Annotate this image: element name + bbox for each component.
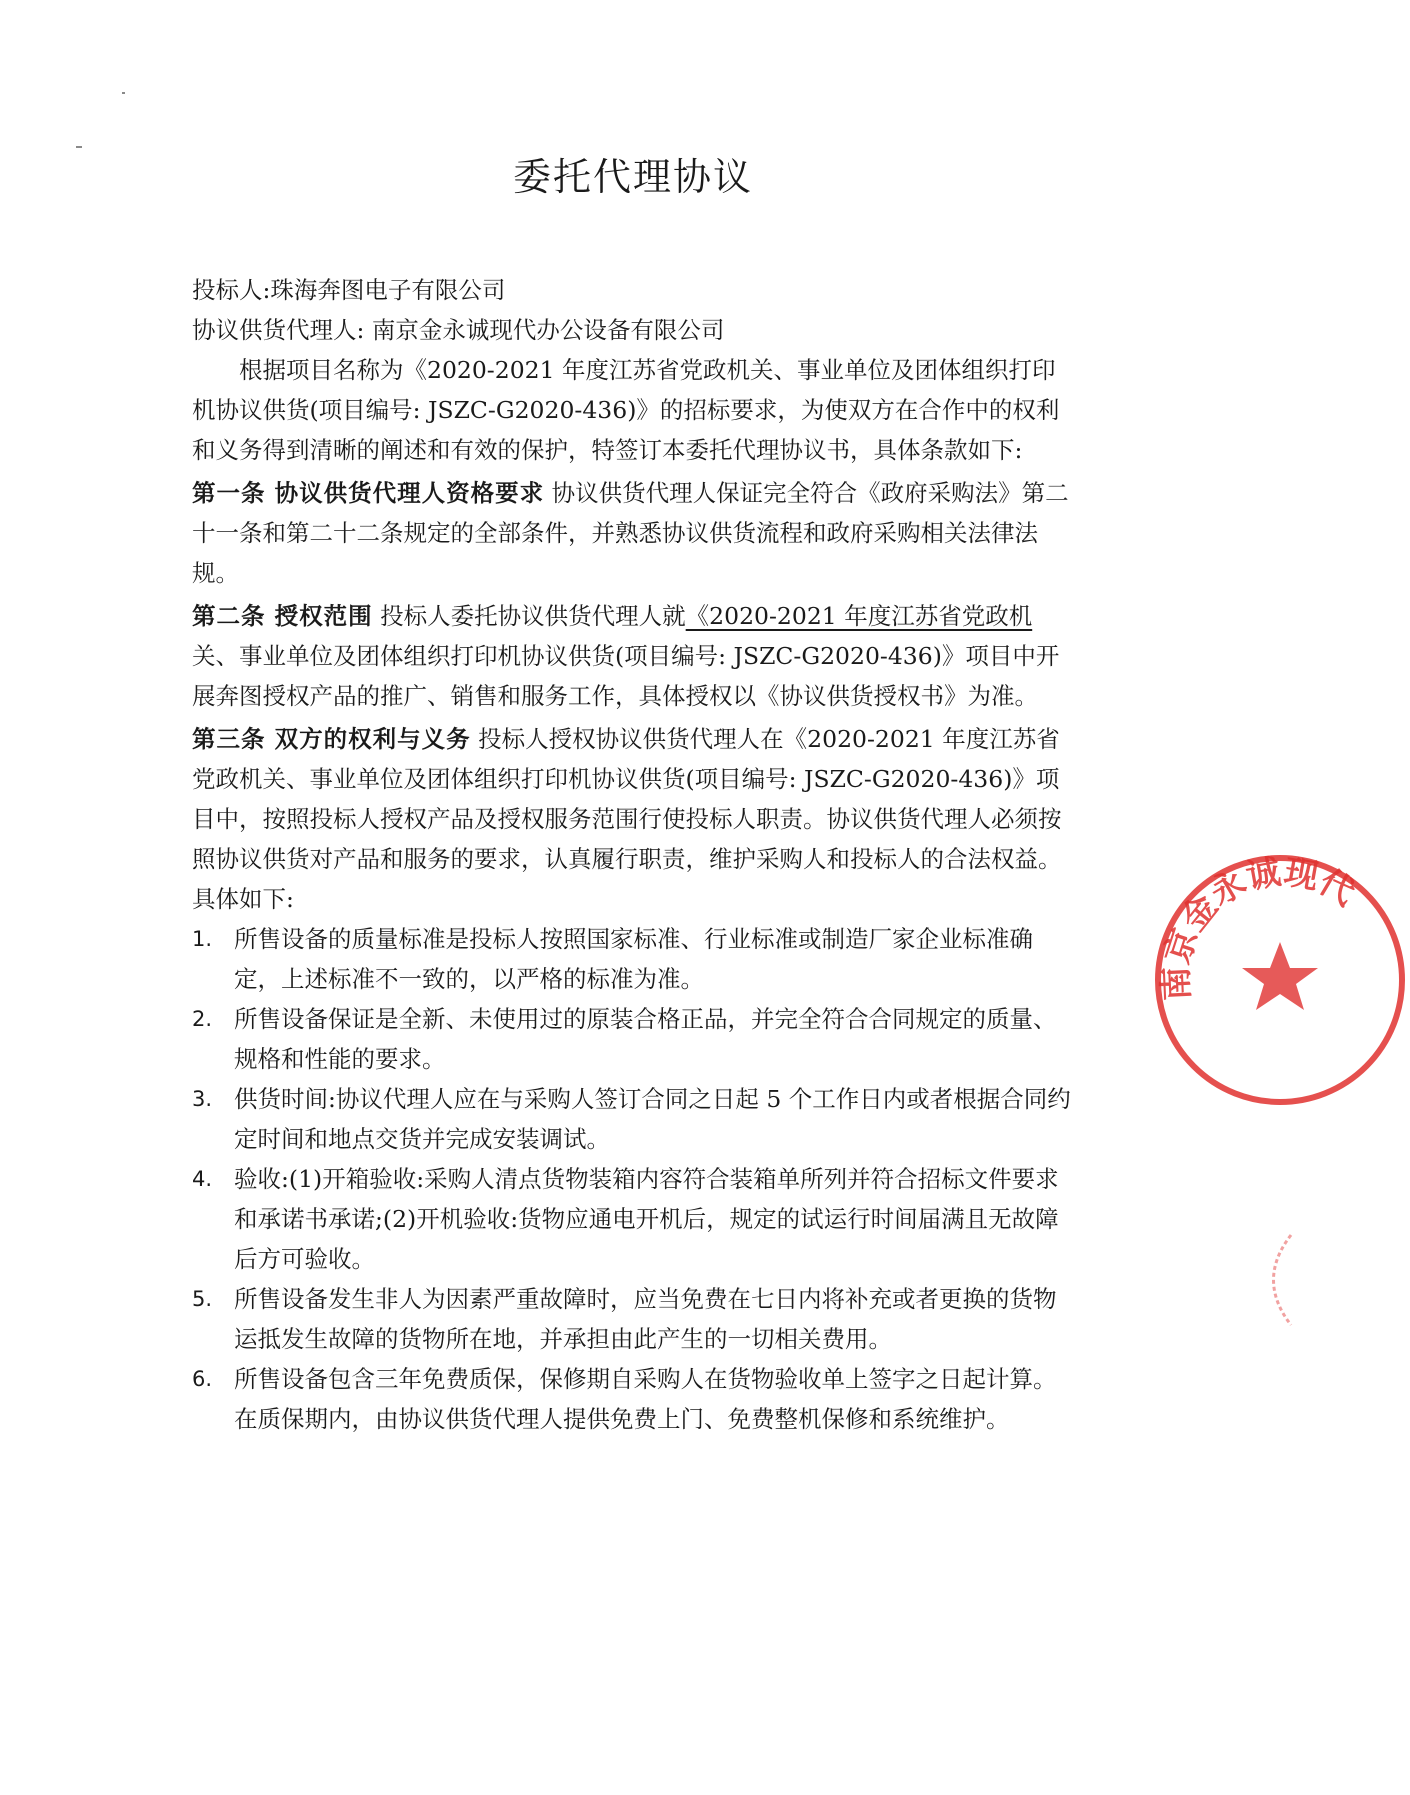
item-text: 供货时间:协议代理人应在与采购人签订合同之日起 5 个工作日内或者根据合同约定时间和地点交货并完成安装调试。 [234, 1085, 1071, 1153]
article-1-text: 协议供货代理人保证完全符合《政府采购法》第二十一条和第二十二条规定的全部条件，并熟悉协议供货流程和政府采购相关法律法规。 [192, 479, 1069, 587]
article-3 [192, 719, 1076, 919]
intro-paragraph: 根据项目名称为《2020-2021 年度江苏省党政机关、事业单位及团体组织打印机协议供货(项目编号: JSZC-G2020-436)》的招标要求，为使双方在合作中的权利和义务得到清晰的阐述和有效的保护，特签订本委托代理协议书，具体条款如下: [192, 356, 1060, 464]
article-3-text: 投标人授权协议供货代理人在《2020-2021 年度江苏省党政机关、事业单位及团体组织打印机协议供货(项目编号: JSZC-G2020-436)》项目中，按照投标人授权产品及授权服务范围行使投标人职责。协议供货代理人必须按照协议供货对产品和服务的要求，认真履行职责，维护采购人和投标人的合法权益。具体如下: [192, 725, 1062, 913]
article-2 [192, 596, 1076, 716]
article-3-heading: 第三条 双方的权利与义务 [192, 725, 471, 753]
list-item [192, 1079, 1076, 1159]
obligations-list [192, 919, 1076, 1439]
document-title: 委托代理协议 [512, 155, 753, 199]
company-seal [1150, 850, 1410, 1110]
item-number: 1. [192, 927, 213, 951]
article-2-project-underlined: 《2020-2021 年度江苏省党政机 [685, 602, 1033, 630]
bidder-line: 投标人:珠海奔图电子有限公司 [192, 276, 506, 304]
article-2-text-before: 投标人委托协议供货代理人就 [380, 602, 686, 630]
scan-speck [122, 92, 125, 94]
item-text: 所售设备包含三年免费质保，保修期自采购人在货物验收单上签字之日起计算。在质保期内，由协议供货代理人提供免费上门、免费整机保修和系统维护。 [234, 1365, 1057, 1433]
article-2-heading: 第二条 授权范围 [192, 602, 373, 630]
seal-text: 南京金永诚现代 [1156, 851, 1362, 1002]
agent-line: 协议供货代理人: 南京金永诚现代办公设备有限公司 [192, 316, 725, 344]
article-1-heading: 第一条 协议供货代理人资格要求 [192, 479, 545, 507]
item-text: 所售设备保证是全新、未使用过的原装合格正品，并完全符合合同规定的质量、规格和性能的要求。 [234, 1005, 1057, 1073]
list-item [192, 999, 1076, 1079]
item-number: 5. [192, 1287, 213, 1311]
seal-fragment [1236, 1230, 1296, 1330]
article-2-text-after: 关、事业单位及团体组织打印机协议供货(项目编号: JSZC-G2020-436)》项目中开展奔图授权产品的推广、销售和服务工作，具体授权以《协议供货授权书》为准。 [192, 642, 1060, 710]
list-item [192, 919, 1076, 999]
seal-star-icon [1242, 942, 1318, 1010]
list-item [192, 1359, 1076, 1439]
item-number: 6. [192, 1367, 213, 1391]
item-text: 验收:(1)开箱验收:采购人清点货物装箱内容符合装箱单所列并符合招标文件要求和承诺书承诺;(2)开机验收:货物应通电开机后，规定的试运行时间届满且无故障后方可验收。 [234, 1165, 1059, 1273]
item-text: 所售设备发生非人为因素严重故障时，应当免费在七日内将补充或者更换的货物运抵发生故障的货物所在地，并承担由此产生的一切相关费用。 [234, 1285, 1057, 1353]
article-1 [192, 473, 1076, 593]
document-body [192, 270, 1076, 1439]
item-number: 2. [192, 1007, 213, 1031]
item-text: 所售设备的质量标准是投标人按照国家标准、行业标准或制造厂家企业标准确定，上述标准不一致的，以严格的标准为准。 [234, 925, 1033, 993]
scan-speck [76, 146, 82, 148]
item-number: 3. [192, 1087, 213, 1111]
list-item [192, 1279, 1076, 1359]
item-number: 4. [192, 1167, 213, 1191]
list-item [192, 1159, 1076, 1279]
